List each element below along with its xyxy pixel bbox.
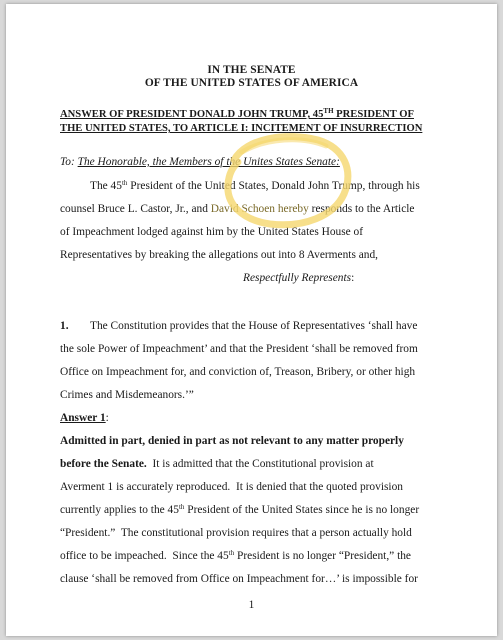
answer1-heading: Answer 1: [60, 412, 109, 424]
averment1-line2: the sole Power of Impeachment’ and that the President ‘shall be removed from [60, 343, 418, 355]
averment1-line3: Office on Impeachment for, and conviction of, Treason, Bribery, or other high [60, 366, 416, 378]
highlighted-text: David Schoen hereby [210, 203, 309, 215]
court-header-line1: IN THE SENATE [207, 64, 296, 76]
intro-line4: Representatives by breaking the allegations out into 8 Averments and, [60, 249, 379, 261]
answer1-line6: office to be impeached. Since the 45th President is no longer “President,” the [60, 549, 411, 562]
averment1-line1: The Constitution provides that the House of Representatives ‘shall have [90, 320, 418, 332]
answer1-line1: Admitted in part, denied in part as not relevant to any matter properly [60, 435, 404, 447]
highlighter-circle [216, 124, 356, 232]
page-number: 1 [248, 599, 255, 611]
salutation: To: The Honorable, the Members of the Unites States Senate: [60, 156, 340, 168]
document-page [6, 4, 497, 636]
answer1-line5: “President.” The constitutional provision requires that a person actually hold [60, 527, 412, 539]
averment-number: 1. [60, 320, 69, 332]
document-title-line2: THE UNITED STATES, TO ARTICLE I: INCITEMENT OF INSURRECTION [60, 123, 423, 134]
answer1-line3: Averment 1 is accurately reproduced. It is denied that the quoted provision [60, 481, 403, 493]
intro-closing: Respectfully Represents: [243, 272, 355, 284]
answer1-line4: currently applies to the 45th President of the United States since he is no longer [60, 503, 420, 516]
intro-line1: The 45th President of the United States, Donald John Trump, through his [90, 179, 420, 192]
answer1-line2: before the Senate. It is admitted that the Constitutional provision at [60, 458, 374, 470]
intro-line3: of Impeachment lodged against him by the United States House of [60, 226, 364, 238]
answer1-line7: clause ‘shall be removed from Office on Impeachment for…’ is impossible for [60, 573, 418, 585]
court-header-line2: OF THE UNITED STATES OF AMERICA [144, 77, 359, 89]
intro-line2: counsel Bruce L. Castor, Jr., and David Schoen hereby responds to the Article [60, 203, 415, 215]
document-title-line1: ANSWER OF PRESIDENT DONALD JOHN TRUMP, 45TH PRESIDENT OF [60, 107, 414, 120]
averment1-line4: Crimes and Misdemeanors.’” [60, 389, 194, 401]
